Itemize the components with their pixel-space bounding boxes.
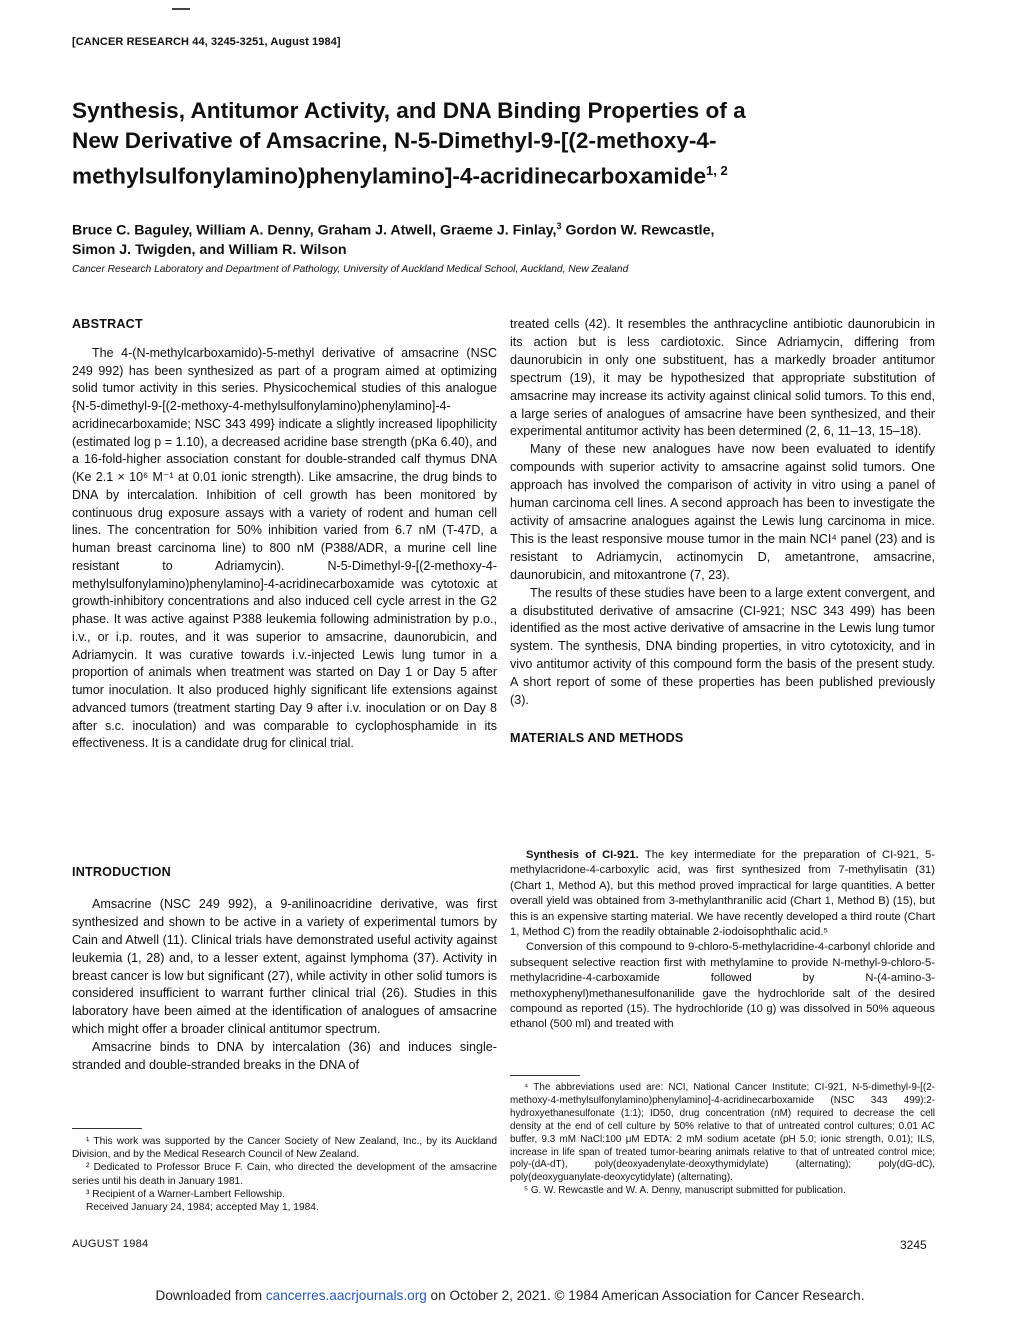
download-notice [150, 1288, 870, 1304]
title-line-2: New Derivative of Amsacrine, N-5-Dimethyl-9-[(2-methoxy-4- [72, 128, 717, 153]
right-column [510, 316, 935, 748]
author-line-1b: Gordon W. Rewcastle, [561, 222, 715, 239]
scan-mark [172, 8, 190, 10]
abstract-text: The 4-(N-methylcarboxamido)-5-methyl derivative of amsacrine (NSC 249 992) has been synthesized as part of a program aimed at optimizing solid tumor activity in this series. Physicochemical studies of this analogue {N-5-dimethyl-9-[(2-methoxy-4-methylsulfonylamino)phenylamino]-4-acridinecarboxamide; NSC 343 499} indicate a slightly increased lipophilicity (estimated log p = 1.10), a decreased acridine base strength (pKa 6.40), and a 16-fold-higher association constant for double-stranded calf thymus DNA (Ke 2.1 × 10⁶ M⁻¹ at 0.01 ionic strength). Like amsacrine, the drug binds to DNA by intercalation. Inhibition of cell growth has been monitored by continuous drug exposure assays with a variety of rodent and human cell lines. The concentration for 50% inhibition varied from 6.7 nM (T-47D, a human breast carcinoma line) to 800 nM (P388/ADR, a murine cell line resistant to Adriamycin). N-5-Dimethyl-9-[(2-methoxy-4-methylsulfonylamino)phenylamino]-4-acridinecarboxamide was cytotoxic at growth-inhibitory concentrations and also induced cell cycle arrest in the G2 phase. It was active against P388 leukemia following administration by p.o., i.v., or i.p. routes, and it was superior to amsacrine, daunorubicin, and Adriamycin. It was curative towards i.v.-injected Lewis lung tumor in a proportion of animals when treatment was started on Day 1 or Day 5 after tumor inoculation. It also produced highly significant life extensions against advanced tumors (treatment starting Day 9 after i.v. inoculation or on Day 8 after s.c. inoculation) and was comparable to cyclophosphamide in its effectiveness. It is a candidate drug for clinical trial. [72, 345, 497, 751]
download-suffix: on October 2, 2021. © 1984 American Association for Cancer Research. [426, 1288, 865, 1303]
introduction-heading: INTRODUCTION [72, 865, 171, 879]
methods-heading: MATERIALS AND METHODS [510, 730, 684, 745]
affiliation: Cancer Research Laboratory and Department of Pathology, University of Auckland Medical School, Auckland, New Zealand [72, 264, 629, 275]
footnote-rule-left [72, 1128, 142, 1129]
page-number: 3245 [900, 1238, 927, 1252]
footnote-1: ¹ This work was supported by the Cancer Society of New Zealand, Inc., by its Auckland Division, and by the Medical Research Council of New Zealand. [72, 1136, 497, 1161]
left-footnotes [72, 1135, 497, 1214]
journal-citation: [CANCER RESEARCH 44, 3245-3251, August 1984] [72, 36, 341, 48]
intro-paragraph-1: Amsacrine (NSC 249 992), a 9-anilinoacridine derivative, was first synthesized and shown to be active in a variety of experimental tumors by Cain and Atwell (11). Clinical trials have demonstrated useful activity against leukemia (1, 28) and, to a lesser extent, against lymphoma (37). Activity in breast cancer is low but significant (27), while activity in other solid tumors is considered insufficient to warrant further clinical trial (26). Studies in this laboratory have been aimed at the identification of analogues of amsacrine which might offer a broader clinical antitumor spectrum. [72, 896, 497, 1037]
abstract-section [72, 316, 497, 753]
right-paragraph-3: The results of these studies have been to a large extent convergent, and a disubstituted derivative of amsacrine (CI-921; NSC 343 499) has been identified as the most active derivative of amsacrine in the Lewis lung tumor system. The synthesis, DNA binding properties, in vitro cytotoxicity, and in vivo antitumor activity of this compound form the basis of the present study. A short report of some of these properties has been published previously (3). [510, 585, 935, 708]
issue-date: AUGUST 1984 [72, 1238, 149, 1250]
footnote-3: ³ Recipient of a Warner-Lambert Fellowship. [86, 1188, 285, 1200]
author-line-1 [72, 217, 952, 241]
author-line-1a: Bruce C. Baguley, William A. Denny, Graham J. Atwell, Graeme J. Finlay, [72, 222, 557, 239]
synthesis-paragraph [510, 848, 935, 940]
abstract-heading: ABSTRACT [72, 317, 143, 331]
title-line-3-text: methylsulfonylamino)phenylamino]-4-acridinecarboxamide [72, 163, 707, 189]
title-footnote-marks: 1, 2 [706, 163, 728, 178]
right-footnotes [510, 1082, 935, 1198]
right-paragraph-2: Many of these new analogues have now been evaluated to identify compounds with superior activity to amsacrine against solid tumors. One approach has involved the comparison of activity in vitro using a panel of human carcinoma cell lines. A second approach has been to investigate the activity of amsacrine analogues against the Lewis lung carcinoma in mice. This is the least responsive mouse tumor in the main NCI⁴ panel (23) and is resistant to Adriamycin, actinomycin D, ametantrone, amsacrine, daunorubicin, and mitoxantrone (7, 23). [510, 442, 935, 582]
introduction-section [72, 864, 497, 1075]
title-line-1: Synthesis, Antitumor Activity, and DNA Binding Properties of a [72, 98, 746, 123]
synthesis-label: Synthesis of CI-921. [526, 849, 639, 861]
conversion-paragraph: Conversion of this compound to 9-chloro-5-methylacridine-4-carbonyl chloride and subsequent selective reaction first with methylamine to provide N-methyl-9-chloro-5-methylacridine-4-carboxamide followed by N-(4-amino-3-methoxyphenyl)methanesulfonanilide gave the hydrochloride salt of the desired compound as reported (15). The hydrochloride (10 g) was dissolved in 50% aqueous ethanol (500 ml) and treated with [510, 941, 935, 1031]
footnote-4: ⁴ The abbreviations used are: NCI, National Cancer Institute; CI-921, N-5-dimethyl-9-[(2-methoxy-4-methylsulfonylamino)phenylamino]-4-acridinecarboxamide (NSC 343 499):2-hydroxyethanesulfonate (1:1); ID50, drug concentration (nM) required to decrease the cell density at the end of cell culture by 50% relative to that of untreated control cultures; 0.01 AC buffer, 9.3 mM NaCl:100 μM EDTA: 2 mM sodium acetate (pH 5.0; ionic strength, 0.01); ILS, increase in life span of treated tumor-bearing animals relative to that of untreated control mice; poly-(dA-dT), poly(deoxyadenylate-deoxythymidylate) (alternating); poly(dG-dC), poly(deoxyguanylate-deoxycytidylate) (alternating). [510, 1082, 935, 1184]
synthesis-text: The key intermediate for the preparation of CI-921, 5-methylacridone-4-carboxylic acid, was first synthesized from 7-methylisatin (31) (Chart 1, Method A), but this method proved impractical for large quantities. A better overall yield was obtained from 3-methylanthranilic acid (Chart 1, Method B) (15), but this is an expensive starting material. We have recently developed a third route (Chart 1, Method C) from the readily obtainable 2-iodoisophthalic acid.⁵ [510, 849, 935, 939]
download-prefix: Downloaded from [155, 1288, 266, 1303]
author-footnote-mark: 3 [556, 221, 562, 231]
footnote-rule-right [510, 1075, 580, 1076]
footnote-2: ² Dedicated to Professor Bruce F. Cain, who directed the development of the amsacrine series until his death in January 1981. [72, 1162, 497, 1187]
download-link[interactable]: cancerres.aacrjournals.org [265, 1288, 427, 1303]
intro-paragraph-2: Amsacrine binds to DNA by intercalation (36) and induces single-stranded and double-stranded breaks in the DNA of [72, 1040, 497, 1073]
right-paragraph-1: treated cells (42). It resembles the anthracycline antibiotic daunorubicin in its action but is less cardiotoxic. Since Adriamycin, differing from daunorubicin in only one substituent, has a markedly broader antitumor spectrum (19), it may be hypothesized that appropriate substitution of amsacrine may increase its activity against clinical solid tumors. To this end, a large series of analogues of amsacrine have been synthesized, and their experimental antitumor activity has been determined (2, 6, 11–13, 15–18). [510, 317, 935, 439]
author-list [72, 217, 952, 260]
received-date: Received January 24, 1984; accepted May 1, 1984. [86, 1202, 319, 1214]
footnote-5: ⁵ G. W. Rewcastle and W. A. Denny, manuscript submitted for publication. [524, 1185, 846, 1197]
title-line-3 [72, 156, 952, 192]
synthesis-section [510, 848, 935, 1033]
author-line-2: Simon J. Twigden, and William R. Wilson [72, 241, 347, 258]
article-title [72, 96, 952, 192]
